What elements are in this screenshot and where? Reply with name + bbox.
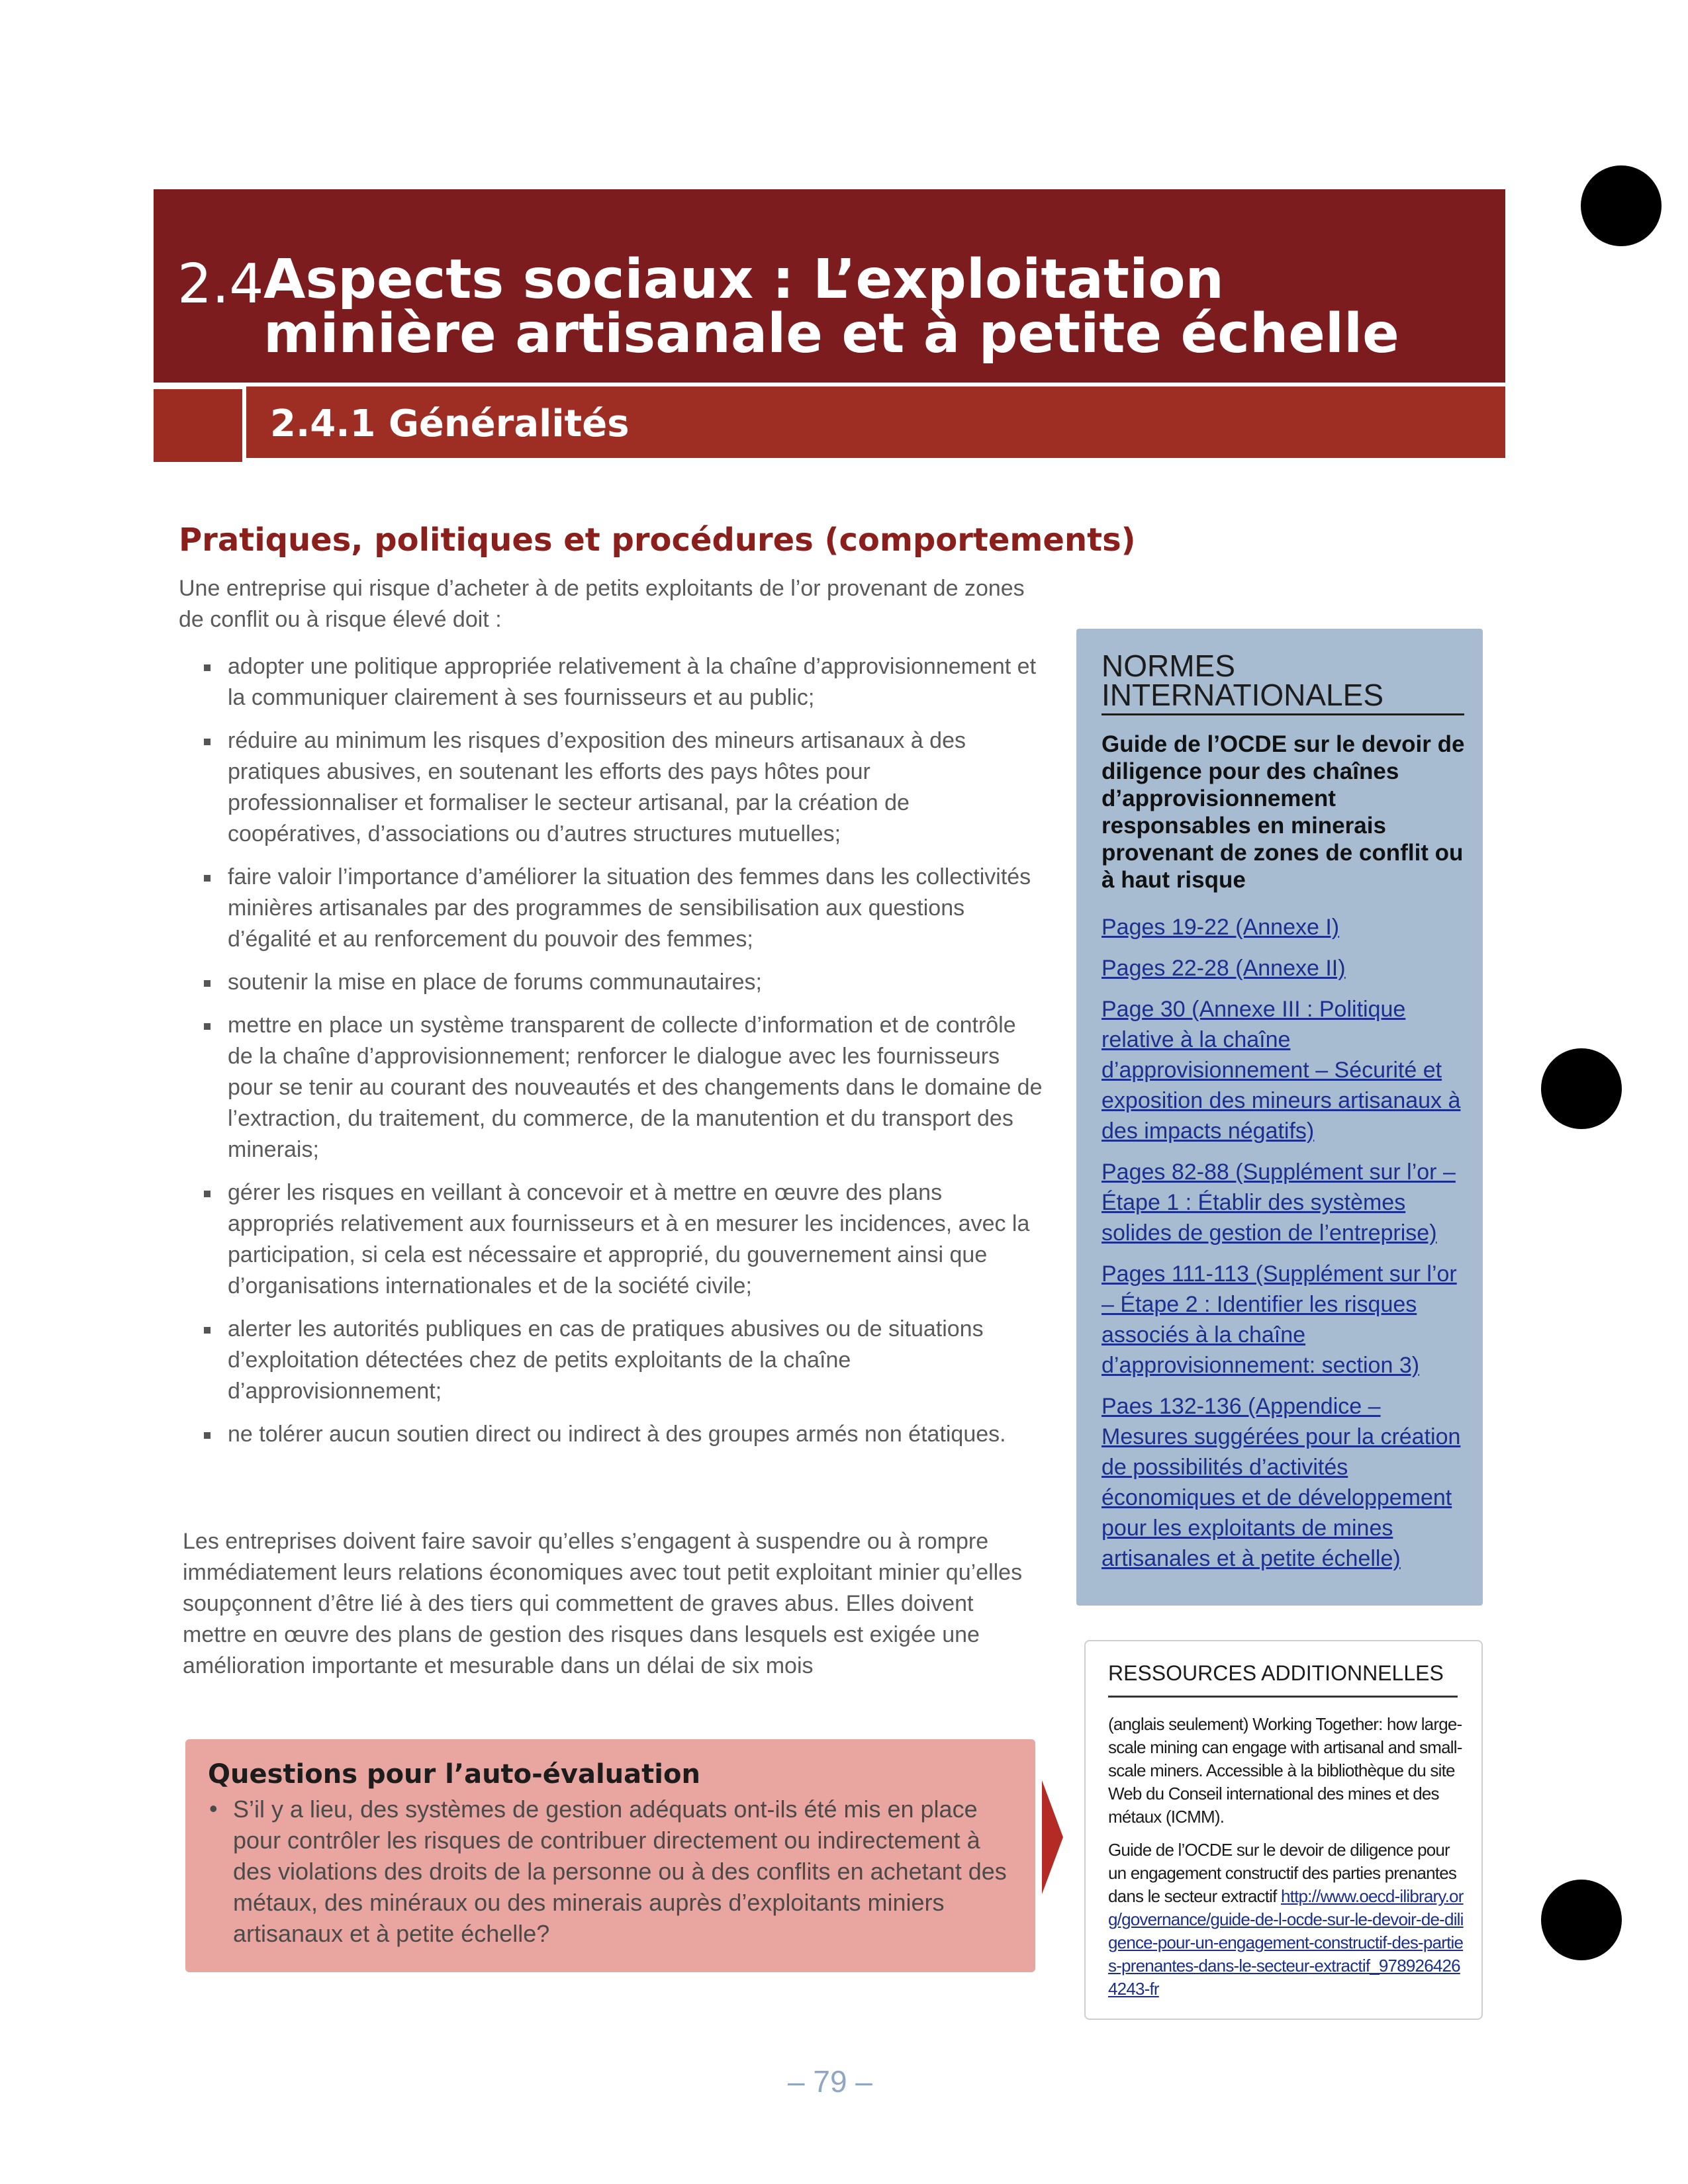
standards-link[interactable]: Pages 111-113 (Supplément sur l’or – Étape 2 : Identifier les risques associés à la chaîne d’approvisionnement: section 3) [1102,1261,1457,1378]
resource-text: Guide de l’OCDE sur le devoir de diligence pour un engagement constructif des parties prenantes dans le secteur extractif [1108,1840,1457,1906]
binder-hole-middle [1541,1048,1622,1129]
binder-hole-bottom [1541,1880,1622,1960]
bullet-marker: • [209,1795,218,1822]
list-item: réduire au minimum les risques d’exposition des mineurs artisanaux à des pratiques abusives, en soutenant les efforts des pays hôtes pour professionnaliser et formaliser le secteur artisanal, par la création de coopératives, d’associations ou d’autres structures mutuelles; [196,725,1043,850]
self-assessment-question: S’il y a lieu, des systèmes de gestion adéquats ont-ils été mis en place pour contrôler les risques de contribuer directement ou indirectement à des violations des droits de la personne ou à des conflits en achetant des métaux, des minéraux ou des minerais auprès d’exploitants miniers artisanaux et à petite échelle? [233,1796,1007,1947]
section-title: Aspects sociaux : L’exploitation minière artisanale et à petite échelle [263,248,1399,365]
list-item: alerter les autorités publiques en cas de pratiques abusives ou de situations d’exploitation détectées chez de petits exploitants de la chaîne d’approvisionnement; [196,1314,1043,1407]
standards-link-list [1102,912,1472,1584]
list-item [1102,912,1472,942]
list-item: soutenir la mise en place de forums communautaires; [196,967,1043,998]
list-item [1102,1259,1472,1381]
standards-title: NORMES INTERNATIONALES [1102,649,1383,712]
requirements-list [196,651,1043,1462]
section-number: 2.4 [177,253,264,316]
closing-paragraph: Les entreprises doivent faire savoir qu’elles s’engagent à suspendre ou à rompre immédiatement leurs relations économiques avec tout petit exploitant minier qu’elles soupçonnent d’être lié à des tiers qui commettent de graves abus. Elles doivent mettre en œuvre des plans de gestion des risques dans lesquels est exigée une amélioration importante et mesurable dans un délai de six mois [183,1529,1023,1678]
resource-entry [1108,1839,1466,2001]
subsection-title: 2.4.1 Généralités [270,402,630,445]
page-number: – 79 – [788,2064,872,2099]
list-item: gérer les risques en veillant à concevoir et à mettre en œuvre des plans appropriés relativement aux fournisseurs et à en mesurer les incidences, avec la participation, si cela est nécessaire et approprié, du gouvernement ainsi que d’organisations internationales et de la société civile; [196,1177,1043,1302]
self-assessment-title: Questions pour l’auto-évaluation [208,1759,700,1790]
arrow-right-icon [1042,1780,1063,1894]
list-item: ne tolérer aucun soutien direct ou indirect à des groupes armés non étatiques. [196,1419,1043,1450]
standards-link[interactable]: Paes 132-136 (Appendice – Mesures suggérées pour la création de possibilités d’activités économiques et de développement pour les exploitants de mines artisanales et à petite échelle) [1102,1394,1461,1571]
intro-paragraph: Une entreprise qui risque d’acheter à de petits exploitants de l’or provenant de zones de conflit ou à risque élevé doit : [179,576,1025,632]
resource-entry: (anglais seulement) Working Together: how large-scale mining can engage with artisanal and small-scale miners. Accessible à la bibliothèque du site Web du Conseil international des mines et des métaux (ICMM). [1108,1714,1462,1827]
self-assessment-box [185,1739,1035,1972]
additional-resources-box [1084,1640,1483,2020]
subsection-banner-accent [154,389,242,462]
subsection-banner [246,387,1505,458]
divider [1102,713,1464,715]
list-item [1102,994,1472,1146]
list-item: adopter une politique appropriée relativement à la chaîne d’approvisionnement et la communiquer clairement à ses fournisseurs et au public; [196,651,1043,713]
list-item: mettre en place un système transparent de collecte d’information et de contrôle de la chaîne d’approvisionnement; renforcer le dialogue avec les fournisseurs pour se tenir au courant des nouveautés et des changements dans le domaine de l’extraction, du traitement, du commerce, de la manutention et du transport des minerais; [196,1010,1043,1165]
list-item [1102,1391,1472,1574]
resources-title: RESSOURCES ADDITIONNELLES [1108,1661,1444,1685]
international-standards-box [1076,629,1483,1606]
standards-link[interactable]: Pages 22-28 (Annexe II) [1102,956,1346,981]
divider [1108,1696,1458,1698]
list-item [1102,1157,1472,1248]
standards-guide-title: Guide de l’OCDE sur le devoir de diligence pour des chaînes d’approvisionnement responsables en minerais provenant de zones de conflit ou à haut risque [1102,731,1465,893]
binder-hole-top [1581,165,1662,246]
standards-link[interactable]: Pages 19-22 (Annexe I) [1102,915,1340,940]
standards-link[interactable]: Pages 82-88 (Supplément sur l’or – Étape 1 : Établir des systèmes solides de gestion de l’entreprise) [1102,1160,1456,1246]
section-heading: Pratiques, politiques et procédures (comportements) [179,522,1136,559]
chapter-title-banner [154,189,1505,383]
list-item: faire valoir l’importance d’améliorer la situation des femmes dans les collectivités minières artisanales par des programmes de sensibilisation aux questions d’égalité et au renforcement du pouvoir des femmes; [196,862,1043,955]
list-item [1102,953,1472,983]
resource-link[interactable]: http://www.oecd-ilibrary.org/governance/guide-de-l-ocde-sur-le-devoir-de-diligence-pour-un-engagement-constructif-des-parties-prenantes-dans-le-secteur-extractif_9789264264243-fr [1108,1886,1464,1999]
standards-link[interactable]: Page 30 (Annexe III : Politique relative à la chaîne d’approvisionnement – Sécurité et exposition des mineurs artisanaux à des impacts négatifs) [1102,997,1461,1144]
